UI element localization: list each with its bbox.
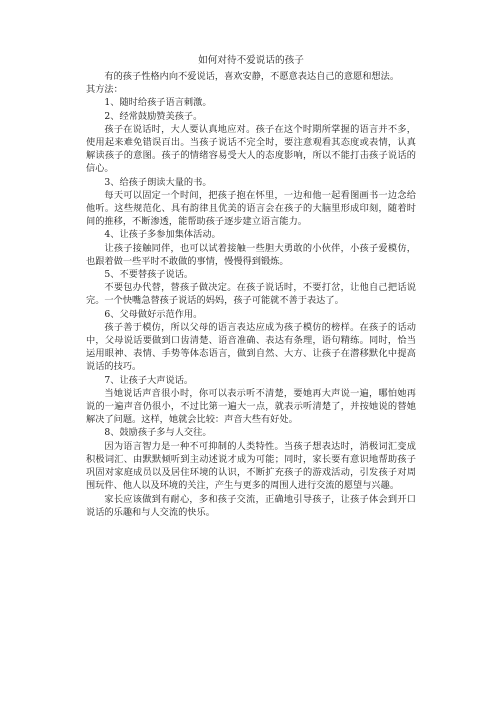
section-heading-4: 4、让孩子多参加集体活动。 <box>104 229 221 241</box>
section-heading-8: 8、鼓励孩子多与人交往。 <box>104 427 212 439</box>
section-body-6: 孩子善于模仿，所以父母的语言表达应成为孩子模仿的榜样。在孩子的话动中，父母说话要做到口齿清楚、语音准确、表达有条理，语句精练。同时，恰当运用眼神、表情、手势等体态语言，做到自然、大方、让孩子在潜移默化中提高说话的技巧。 <box>86 321 416 373</box>
document-title: 如何对待不爱说话的孩子 <box>198 55 304 66</box>
methods-label: 其方法： <box>86 84 123 96</box>
section-body-2: 孩子在说话时，大人要认真地应对。孩子在这个时期所掌握的语言并不多，使用起来难免错误百出。当孩子说话不完全时，要注意观看其态度或表情，认真解读孩子的意图。孩子的情绪容易受大人的态度影响，所以不能打击孩子说话的信心。 <box>86 123 416 175</box>
conclusion-paragraph: 家长应该做到有耐心，多和孩子交流，正确地引导孩子，让孩子体会到开口说话的乐趣和与人交流的快乐。 <box>86 493 416 518</box>
section-body-5: 不要包办代替，替孩子做决定。在孩子说话时，不要打岔，让他自己把话说完。一个快嘴急替孩子说话的妈妈，孩子可能就不善于表达了。 <box>86 282 416 307</box>
section-heading-6: 6、父母做好示范作用。 <box>104 308 203 320</box>
section-heading-3: 3、给孩子朗读大量的书。 <box>104 176 212 188</box>
section-heading-2: 2、经常鼓励赞美孩子。 <box>104 110 203 122</box>
intro-paragraph: 有的孩子性格内向不爱说话，喜欢安静，不愿意表达自己的意愿和想法。 <box>104 71 400 82</box>
section-body-4: 让孩子接触同伴，也可以试着接触一些胆大勇敢的小伙伴，小孩子爱模仿，也跟着做一些平时不敢做的事情，慢慢得到锻炼。 <box>86 242 416 267</box>
section-heading-5: 5、不要替孩子说话。 <box>104 269 194 281</box>
document-page <box>86 54 416 519</box>
section-body-8: 因为语言智力是一种不可抑制的人类特性。当孩子想表达时，消极词汇变成积极词汇、由默默倾听到主动述说才成为可能；同时，家长要有意识地帮助孩子巩固对家庭成员以及居住环境的认识，不断扩充孩子的游戏活动，引发孩子对周围玩件、他人以及环境的关注，产生与更多的周围人进行交流的愿望与兴趣。 <box>86 440 416 492</box>
section-heading-7: 7、让孩子大声说话。 <box>104 374 194 386</box>
section-heading-1: 1、随时给孩子语言刺激。 <box>104 97 212 109</box>
section-body-7: 当她说话声音很小时，你可以表示听不清楚，要她再大声说一遍，哪怕她再说的一遍声音仍很小，不过比第一遍大一点，就表示听清楚了，并按她说的替她解决了问题。这样，她就会比较：声音大些有好处。 <box>86 387 416 426</box>
section-body-3: 每天可以固定一个时间，把孩子抱在怀里，一边和他一起看图画书一边念给他听。这些规范化、具有韵律且优美的语言会在孩子的大脑里形成印刻，随着时间的推移，不断渗透，能帮助孩子逐步建立语言能力。 <box>86 189 416 228</box>
